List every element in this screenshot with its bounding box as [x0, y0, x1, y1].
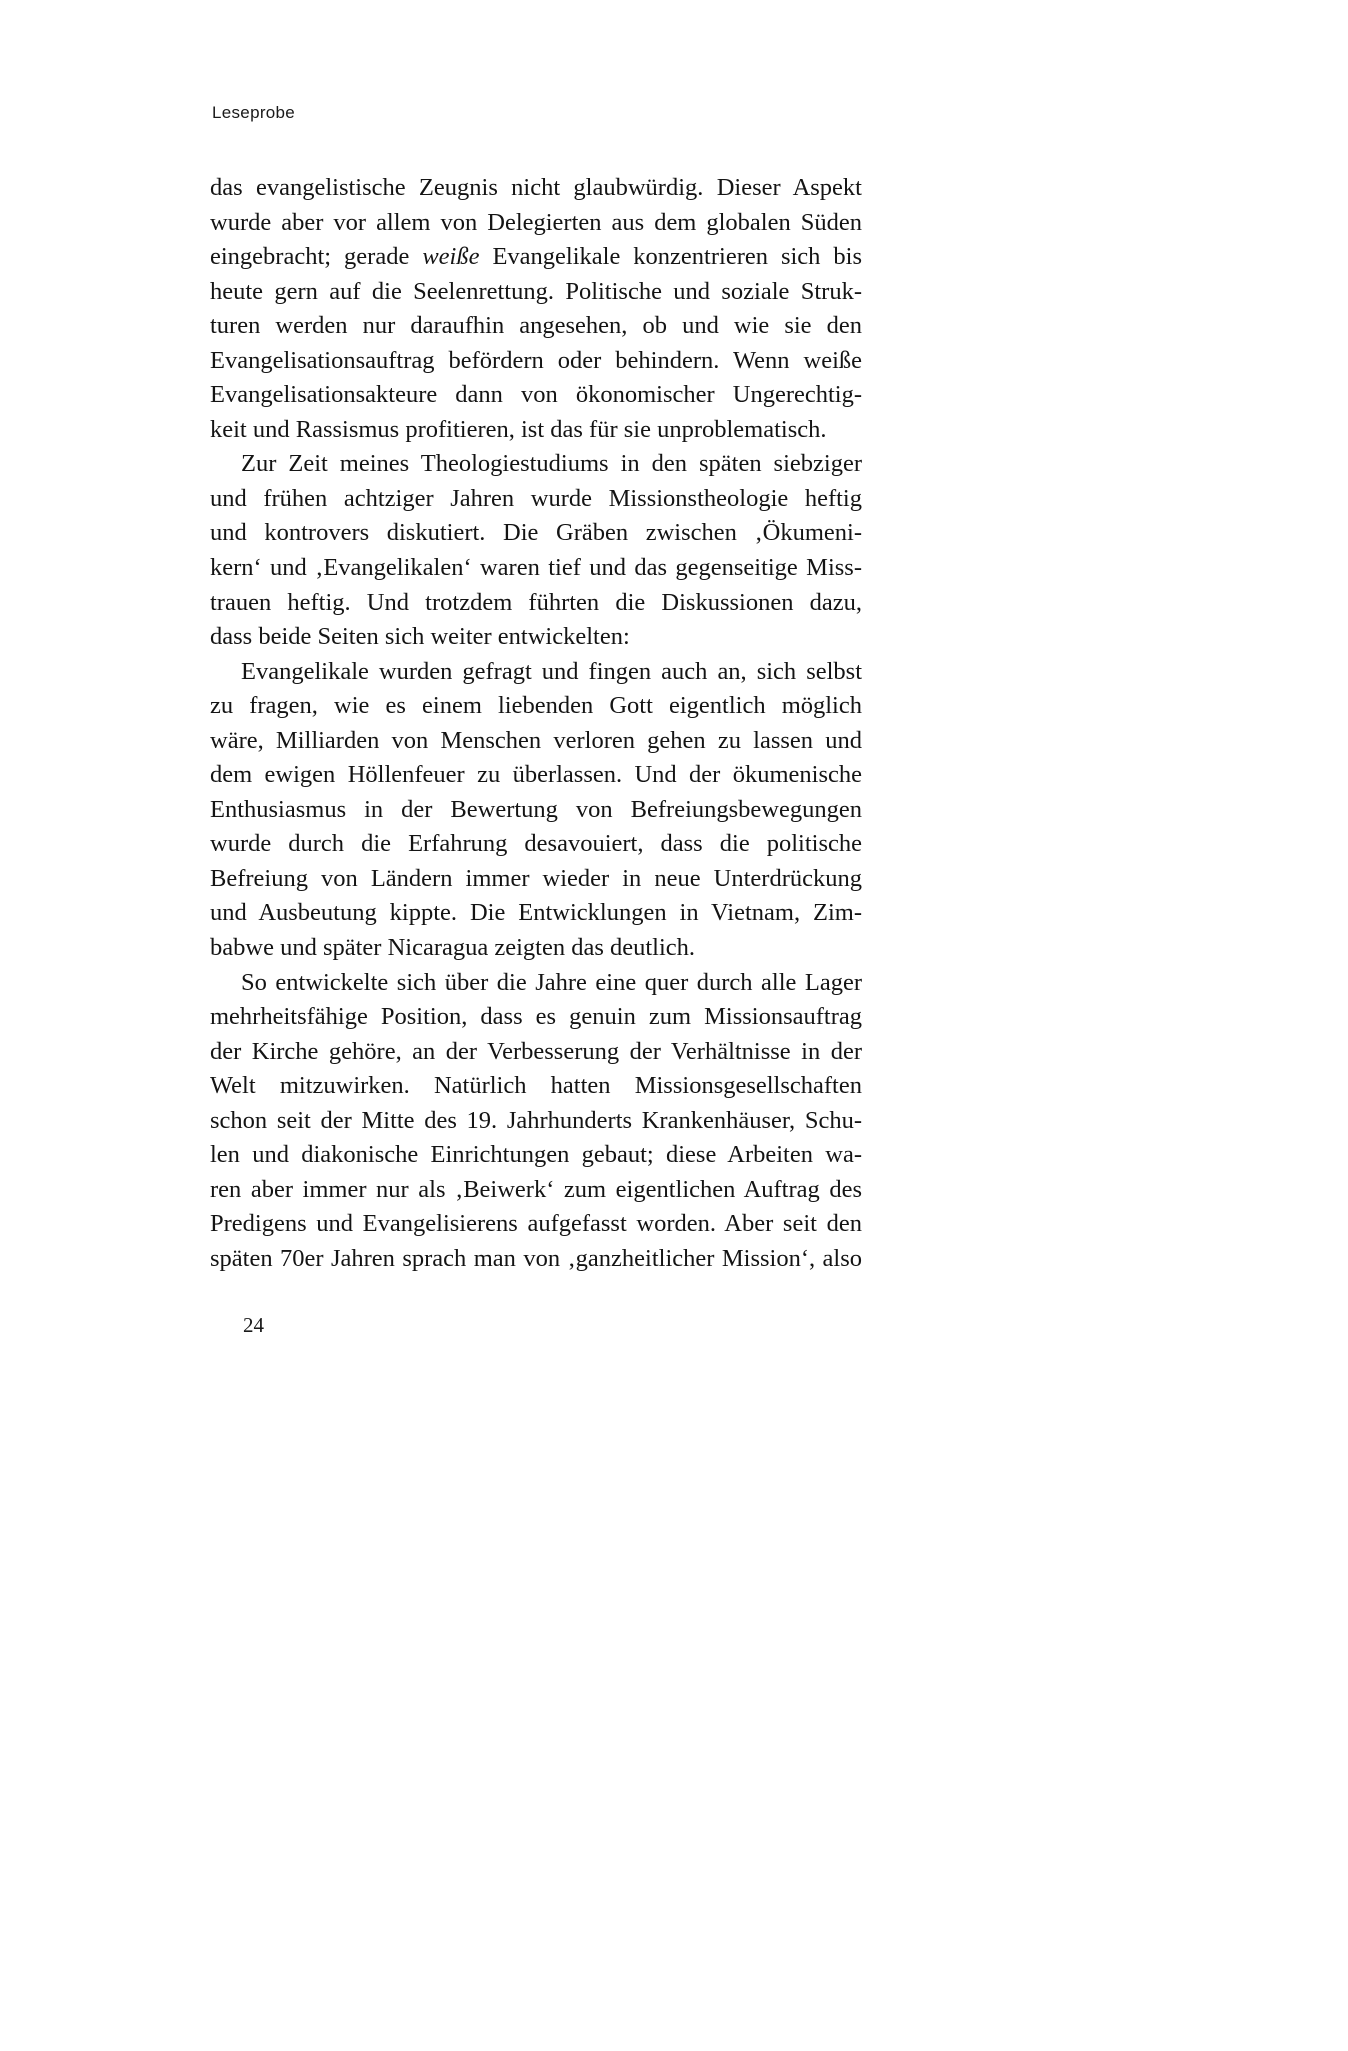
- text-line: schon seit der Mitte des 19. Jahrhunderts Krankenhäuser, Schu-: [210, 1106, 862, 1134]
- text-line: Enthusiasmus in der Bewertung von Befreiungsbewegungen: [210, 795, 862, 823]
- text-line: Welt mitzuwirken. Natürlich hatten Missionsgesellschaften: [210, 1072, 862, 1100]
- running-header: Leseprobe: [212, 103, 296, 122]
- text-line: babwe und später Nicaragua zeigten das deutlich.: [210, 934, 696, 962]
- text-line: ren aber immer nur als ‚Beiwerk‘ zum eigentlichen Auftrag des: [210, 1175, 862, 1203]
- text-line: Zur Zeit meines Theologiestudiums in den späten siebziger: [241, 450, 862, 478]
- text-line: Befreiung von Ländern immer wieder in neue Unterdrückung: [210, 864, 862, 892]
- text-line: So entwickelte sich über die Jahre eine quer durch alle Lager: [241, 968, 862, 996]
- text-line: und Ausbeutung kippte. Die Entwicklungen in Vietnam, Zim-: [210, 899, 862, 927]
- text-line: mehrheitsfähige Position, dass es genuin zum Missionsauftrag: [210, 1003, 862, 1031]
- text-line: das evangelistische Zeugnis nicht glaubwürdig. Dieser Aspekt: [210, 174, 862, 201]
- text-line: zu fragen, wie es einem liebenden Gott eigentlich möglich: [210, 692, 862, 720]
- text-line: kern‘ und ‚Evangelikalen‘ waren tief und das gegenseitige Miss-: [210, 554, 862, 582]
- text-line: Evangelisationsauftrag befördern oder behindern. Wenn weiße: [210, 346, 862, 374]
- text-line: dem ewigen Höllenfeuer zu überlassen. Und der ökumenische: [210, 761, 862, 789]
- text-line: len und diakonische Einrichtungen gebaut; diese Arbeiten wa-: [210, 1141, 862, 1169]
- text-line: und kontrovers diskutiert. Die Gräben zwischen ‚Ökumeni-: [210, 519, 862, 547]
- text-line: heute gern auf die Seelenrettung. Politische und soziale Struk-: [210, 277, 862, 305]
- body-text: [210, 171, 862, 1277]
- text-line: wurde durch die Erfahrung desavouiert, dass die politische: [210, 830, 862, 858]
- text-line: wäre, Milliarden von Menschen verloren gehen zu lassen und: [210, 726, 862, 754]
- page-number: 24: [243, 1313, 264, 1337]
- paragraph: [210, 171, 862, 447]
- paragraph: [210, 447, 862, 654]
- text-line: Predigens und Evangelisierens aufgefasst worden. Aber seit den: [210, 1210, 862, 1238]
- emphasis: weiße: [422, 243, 480, 271]
- paragraph: [210, 655, 862, 966]
- text-line: Evangelisationsakteure dann von ökonomischer Ungerechtig-: [210, 381, 862, 409]
- text-line: späten 70er Jahren sprach man von ‚ganzheitlicher Mission‘, also: [210, 1244, 862, 1272]
- text-line: und frühen achtziger Jahren wurde Missionstheologie heftig: [210, 484, 862, 512]
- text-line: dass beide Seiten sich weiter entwickelten:: [210, 623, 630, 651]
- text-line: keit und Rassismus profitieren, ist das für sie unproblematisch.: [210, 415, 827, 443]
- text-line: eingebracht; gerade weiße Evangelikale konzentrieren sich bis: [210, 243, 862, 271]
- paragraph: [210, 966, 862, 1277]
- text-line: turen werden nur daraufhin angesehen, ob und wie sie den: [210, 312, 862, 340]
- text-line: trauen heftig. Und trotzdem führten die Diskussionen dazu,: [210, 588, 862, 616]
- text-line: Evangelikale wurden gefragt und fingen auch an, sich selbst: [241, 657, 862, 685]
- text-line: der Kirche gehöre, an der Verbesserung der Verhältnisse in der: [210, 1037, 862, 1065]
- text-line: wurde aber vor allem von Delegierten aus dem globalen Süden: [210, 208, 862, 236]
